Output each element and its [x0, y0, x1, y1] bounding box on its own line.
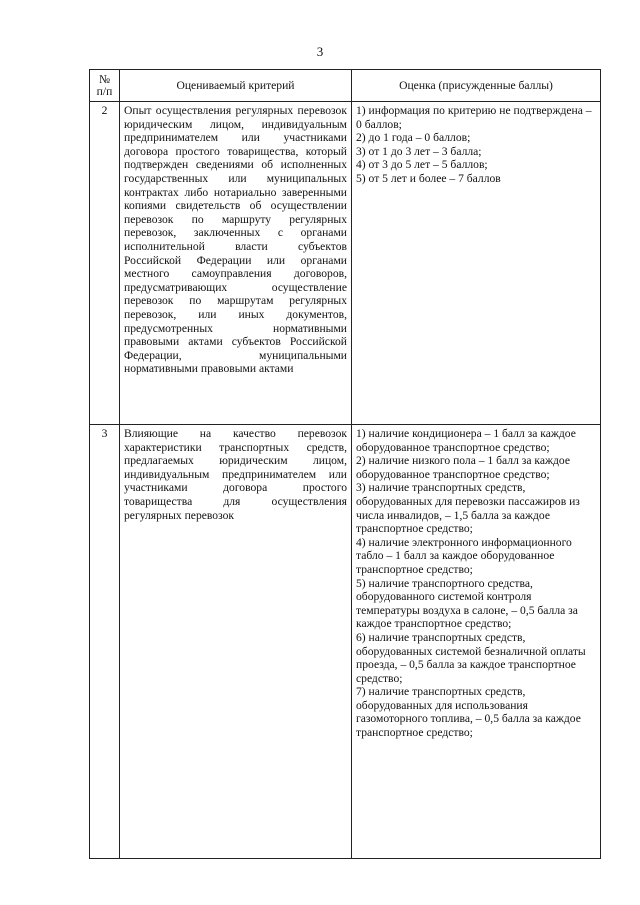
score-item: 1) наличие кондиционера – 1 балл за каждое оборудованное транспортное средство; [356, 427, 576, 454]
score-item: 2) наличие низкого пола – 1 балл за каждое оборудованное транспортное средство; [356, 454, 570, 481]
criteria-table [89, 69, 601, 859]
table-row [90, 425, 601, 859]
row-number: 2 [90, 102, 120, 425]
score-item: 3) наличие транспортных средств, оборудованных для перевозки пассажиров из числа инвалидов, – 1,5 балла за каждое транспортное средство; [356, 481, 580, 536]
criterion-text: Влияющие на качество перевозок характеристики транспортных средств, предлагаемых юридическим лицом, индивидуальным предпринимателем или участниками договора простого товарищества для осуществления регулярных перевозок [120, 425, 352, 859]
score-item: 7) наличие транспортных средств, оборудованных для использования газомоторного топлива, – 0,5 балла за каждое транспортное средство; [356, 685, 581, 740]
score-item: 2) до 1 года – 0 баллов; [356, 131, 471, 145]
score-item: 4) от 3 до 5 лет – 5 баллов; [356, 158, 488, 172]
score-item: 5) от 5 лет и более – 7 баллов [356, 171, 501, 185]
score-item: 6) наличие транспортных средств, оборудованных системой безналичной оплаты проезда, – 0,5 балла за каждое транспортное средство; [356, 630, 586, 685]
criterion-text: Опыт осуществления регулярных перевозок юридическим лицом, индивидуальным предпринимателем или участниками договора простого товарищества, который подтвержден сведениями об исполненных государственных или муниципальных контрактах либо нотариально заверенными копиями свидетельств об осуществлении перевозок по маршруту регулярных перевозок, заключенных с органами исполнительной власти субъектов Российской Федерации или органами местного самоуправления договоров, предусматривающих осуществление перевозок по маршрутам регулярных перевозок, или иных документов, предусмотренных нормативными правовыми актами субъектов Российской Федерации, муниципальными нормативными правовыми актами [120, 102, 352, 425]
header-criterion: Оцениваемый критерий [120, 70, 352, 102]
score-item: 4) наличие электронного информационного табло – 1 балл за каждое оборудованное транспортное средство; [356, 535, 572, 576]
row-number: 3 [90, 425, 120, 859]
score-item: 5) наличие транспортного средства, оборудованного системой контроля температуры воздуха в салоне, – 0,5 балла за каждое транспортное средство; [356, 576, 578, 631]
page-number: 3 [316, 44, 324, 59]
score-item: 1) информация по критерию не подтверждена – 0 баллов; [356, 104, 592, 131]
table-row [90, 102, 601, 425]
table-header-row [90, 70, 601, 102]
score-list [352, 102, 601, 425]
score-list [352, 425, 601, 859]
header-score: Оценка (присужденные баллы) [352, 70, 601, 102]
score-item: 3) от 1 до 3 лет – 3 балла; [356, 144, 482, 158]
header-number: № п/п [90, 70, 120, 102]
